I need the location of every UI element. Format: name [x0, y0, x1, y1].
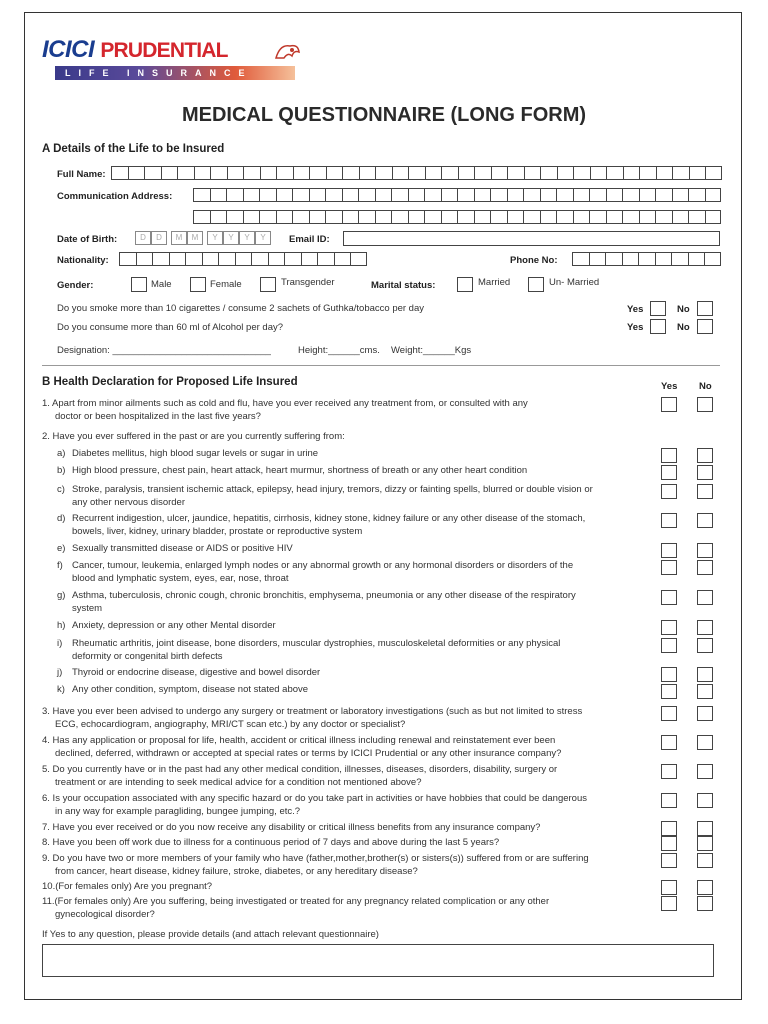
question-2-sub-text: blood and lymphatic system, eyes, ear, nose, throat — [72, 572, 289, 584]
alcohol-no-label: No — [677, 322, 690, 333]
question-2-sub-text: Cancer, tumour, leukemia, enlarged lymph nodes or any abnormal growth or any hormonal disorders or disorders of the — [72, 560, 574, 571]
full-name-field[interactable] — [111, 166, 722, 180]
question-2-sub-text: Recurrent indigestion, ulcer, jaundice, hepatitis, cirrhosis, kidney stone, kidney failure or any other disease of the stomach, — [72, 513, 586, 524]
char-cell[interactable] — [424, 210, 441, 224]
question-11-text: gynecological disorder? — [55, 908, 155, 920]
char-cell[interactable] — [111, 166, 128, 180]
char-cell[interactable] — [293, 166, 310, 180]
dob-cell[interactable]: Y — [207, 231, 223, 245]
question-2-sub-text: Stroke, paralysis, transient ischemic attack, epilepsy, head injury, tremors, dizzy or fainting spells, blurred or double vision or — [72, 484, 593, 495]
dob-field[interactable] — [135, 231, 271, 245]
logo-tagline: LIFE INSURANCE — [55, 66, 295, 80]
char-cell[interactable] — [688, 188, 705, 202]
question-2-sub-text: system — [72, 602, 103, 614]
dob-label: Date of Birth: — [57, 234, 118, 245]
question-2-sub-text: Anxiety, depression or any other Mental disorder — [72, 620, 276, 631]
company-logo — [42, 36, 228, 64]
question-2-g-no-checkbox[interactable] — [697, 590, 713, 605]
unmarried-checkbox[interactable] — [528, 277, 544, 292]
char-cell[interactable] — [144, 166, 161, 180]
char-cell[interactable] — [689, 166, 706, 180]
char-cell[interactable] — [523, 188, 540, 202]
char-cell[interactable] — [556, 210, 573, 224]
question-2-c-no-checkbox[interactable] — [697, 484, 713, 499]
email-label: Email ID: — [289, 234, 330, 245]
question-2-sub-text: Sexually transmitted disease or AIDS or positive HIV — [72, 543, 293, 554]
gender-female-label: Female — [210, 279, 242, 290]
char-cell[interactable] — [490, 188, 507, 202]
dob-cell[interactable]: M — [187, 231, 203, 245]
char-cell[interactable] — [605, 252, 622, 266]
no-column-header: No — [699, 381, 712, 392]
dob-cell[interactable]: D — [151, 231, 167, 245]
char-cell[interactable] — [573, 188, 590, 202]
question-10-text: 10.(For females only) Are you pregnant? — [42, 881, 213, 892]
phone-label: Phone No: — [510, 255, 558, 266]
char-cell[interactable] — [408, 188, 425, 202]
char-cell[interactable] — [193, 188, 210, 202]
char-cell[interactable] — [210, 188, 227, 202]
char-cell[interactable] — [161, 166, 178, 180]
char-cell[interactable] — [350, 252, 367, 266]
char-cell[interactable] — [672, 210, 689, 224]
question-9-text: 9. Do you have two or more members of your family who have (father,mother,brother(s) or sisters(s)) suffered from or are suffering — [42, 853, 589, 864]
char-cell[interactable] — [391, 188, 408, 202]
char-cell[interactable] — [359, 166, 376, 180]
char-cell[interactable] — [259, 210, 276, 224]
char-cell[interactable] — [606, 188, 623, 202]
char-cell[interactable] — [490, 210, 507, 224]
height-field[interactable]: Height:______cms. — [298, 345, 380, 356]
char-cell[interactable] — [226, 210, 243, 224]
nationality-label: Nationality: — [57, 255, 109, 266]
char-cell[interactable] — [457, 210, 474, 224]
char-cell[interactable] — [392, 166, 409, 180]
question-2-d-no-checkbox[interactable] — [697, 513, 713, 528]
question-6-yes-checkbox[interactable] — [661, 793, 677, 808]
char-cell[interactable] — [284, 252, 301, 266]
question-3-text: 3. Have you ever been advised to undergo any surgery or treatment or laboratory investigations (such as but not limited to stress — [42, 706, 583, 717]
char-cell[interactable] — [524, 166, 541, 180]
char-cell[interactable] — [292, 210, 309, 224]
char-cell[interactable] — [243, 166, 260, 180]
char-cell[interactable] — [210, 210, 227, 224]
question-2-d-yes-checkbox[interactable] — [661, 513, 677, 528]
question-5-yes-checkbox[interactable] — [661, 764, 677, 779]
smoke-question: Do you smoke more than 10 cigarettes / consume 2 sachets of Guthka/tobacco per day — [57, 303, 425, 314]
weight-field[interactable]: Weight:______Kgs — [391, 345, 472, 356]
question-2-sub-key: g) — [57, 590, 66, 601]
char-cell[interactable] — [276, 210, 293, 224]
char-cell[interactable] — [309, 210, 326, 224]
question-5-text: 5. Do you currently have or in the past had any other medical condition, illnesses, diseases, disorders, disability, surgery or — [42, 764, 558, 775]
phone-field[interactable] — [572, 252, 721, 266]
alcohol-yes-checkbox[interactable] — [650, 319, 666, 334]
page-title: MEDICAL QUESTIONNAIRE (LONG FORM) — [181, 104, 587, 126]
question-3-no-checkbox[interactable] — [697, 706, 713, 721]
question-2-i-yes-checkbox[interactable] — [661, 638, 677, 653]
smoke-yes-checkbox[interactable] — [650, 301, 666, 316]
question-2-f-no-checkbox[interactable] — [697, 560, 713, 575]
logo-prudential: PRUDENTIAL — [100, 39, 228, 62]
char-cell[interactable] — [639, 210, 656, 224]
char-cell[interactable] — [474, 210, 491, 224]
designation-field[interactable]: Designation: ______________________________ — [57, 345, 271, 356]
char-cell[interactable] — [325, 188, 342, 202]
question-6-no-checkbox[interactable] — [697, 793, 713, 808]
section-b-heading: B Health Declaration for Proposed Life Insured — [42, 376, 298, 388]
char-cell[interactable] — [507, 166, 524, 180]
question-11-no-checkbox[interactable] — [697, 896, 713, 911]
dob-cell[interactable]: Y — [239, 231, 255, 245]
question-7-text: 7. Have you ever received or do you now receive any disability or critical illness benefits from any insurance company? — [42, 822, 541, 833]
char-cell[interactable] — [441, 188, 458, 202]
char-cell[interactable] — [177, 166, 194, 180]
char-cell[interactable] — [202, 252, 219, 266]
question-11-text: 11.(For females only) Are you suffering, being investigated or treated for any pregnancy related complication or any other — [42, 896, 550, 907]
char-cell[interactable] — [218, 252, 235, 266]
question-8-text: 8. Have you been off work due to illness for a continuous period of 7 days and above during the last 5 years? — [42, 837, 500, 848]
question-8-no-checkbox[interactable] — [697, 836, 713, 851]
char-cell[interactable] — [375, 210, 392, 224]
question-5-text: treatment or are intending to seek medical advice for a condition not mentioned above? — [55, 776, 422, 788]
char-cell[interactable] — [136, 252, 153, 266]
question-2-sub-key: h) — [57, 620, 66, 631]
address-field-line-1[interactable] — [193, 188, 721, 202]
char-cell[interactable] — [227, 166, 244, 180]
gender-label: Gender: — [57, 280, 94, 291]
char-cell[interactable] — [441, 210, 458, 224]
section-a-heading: A Details of the Life to be Insured — [42, 143, 225, 155]
question-2-a-yes-checkbox[interactable] — [661, 448, 677, 463]
char-cell[interactable] — [656, 166, 673, 180]
question-2-c-yes-checkbox[interactable] — [661, 484, 677, 499]
full-name-label: Full Name: — [57, 169, 106, 180]
char-cell[interactable] — [573, 166, 590, 180]
char-cell[interactable] — [705, 210, 722, 224]
dob-cell[interactable]: D — [135, 231, 151, 245]
char-cell[interactable] — [589, 188, 606, 202]
question-10-yes-checkbox[interactable] — [661, 880, 677, 895]
char-cell[interactable] — [128, 166, 145, 180]
char-cell[interactable] — [391, 210, 408, 224]
question-7-yes-checkbox[interactable] — [661, 821, 677, 836]
char-cell[interactable] — [622, 210, 639, 224]
char-cell[interactable] — [119, 252, 136, 266]
char-cell[interactable] — [292, 188, 309, 202]
char-cell[interactable] — [671, 252, 688, 266]
question-2-sub-text: High blood pressure, chest pain, heart attack, heart murmur, shortness of breath or any other heart condition — [72, 465, 528, 476]
char-cell[interactable] — [358, 188, 375, 202]
char-cell[interactable] — [226, 188, 243, 202]
char-cell[interactable] — [589, 210, 606, 224]
question-2-sub-key: a) — [57, 448, 66, 459]
char-cell[interactable] — [474, 188, 491, 202]
question-4-yes-checkbox[interactable] — [661, 735, 677, 750]
char-cell[interactable] — [606, 166, 623, 180]
question-2-j-yes-checkbox[interactable] — [661, 667, 677, 682]
char-cell[interactable] — [243, 210, 260, 224]
alcohol-question: Do you consume more than 60 ml of Alcohol per day? — [57, 322, 284, 333]
char-cell[interactable] — [540, 210, 557, 224]
unmarried-label: Un- Married — [549, 277, 600, 288]
char-cell[interactable] — [169, 252, 186, 266]
char-cell[interactable] — [268, 252, 285, 266]
char-cell[interactable] — [655, 252, 672, 266]
char-cell[interactable] — [193, 210, 210, 224]
char-cell[interactable] — [326, 166, 343, 180]
question-1-text: doctor or been hospitalized in the last five years? — [55, 411, 261, 422]
char-cell[interactable] — [589, 252, 606, 266]
marital-label: Marital status: — [371, 280, 436, 291]
nationality-field[interactable] — [119, 252, 367, 266]
char-cell[interactable] — [152, 252, 169, 266]
question-2-e-yes-checkbox[interactable] — [661, 543, 677, 558]
question-1-no-checkbox[interactable] — [697, 397, 713, 412]
char-cell[interactable] — [557, 166, 574, 180]
lion-logo-icon — [272, 38, 302, 64]
dob-cell[interactable]: Y — [255, 231, 271, 245]
char-cell[interactable] — [655, 210, 672, 224]
email-field[interactable] — [343, 231, 720, 246]
question-2-k-yes-checkbox[interactable] — [661, 684, 677, 699]
char-cell[interactable] — [639, 188, 656, 202]
char-cell[interactable] — [556, 188, 573, 202]
question-5-no-checkbox[interactable] — [697, 764, 713, 779]
char-cell[interactable] — [688, 252, 705, 266]
char-cell[interactable] — [622, 252, 639, 266]
char-cell[interactable] — [672, 166, 689, 180]
char-cell[interactable] — [688, 210, 705, 224]
alcohol-no-checkbox[interactable] — [697, 319, 713, 334]
question-10-no-checkbox[interactable] — [697, 880, 713, 895]
yes-column-header: Yes — [661, 381, 678, 392]
char-cell[interactable] — [573, 210, 590, 224]
char-cell[interactable] — [185, 252, 202, 266]
question-2-sub-text: Diabetes mellitus, high blood sugar levels or sugar in urine — [72, 448, 319, 459]
question-1-yes-checkbox[interactable] — [661, 397, 677, 412]
question-2-j-no-checkbox[interactable] — [697, 667, 713, 682]
question-2-sub-text: Rheumatic arthritis, joint disease, bone disorders, muscular dystrophies, musculoskeletal deformities or any physical — [72, 638, 561, 649]
char-cell[interactable] — [408, 210, 425, 224]
char-cell[interactable] — [441, 166, 458, 180]
question-11-yes-checkbox[interactable] — [661, 896, 677, 911]
char-cell[interactable] — [260, 166, 277, 180]
char-cell[interactable] — [622, 188, 639, 202]
question-2-sub-key: b) — [57, 465, 66, 476]
char-cell[interactable] — [194, 166, 211, 180]
char-cell[interactable] — [655, 188, 672, 202]
question-2-i-no-checkbox[interactable] — [697, 638, 713, 653]
char-cell[interactable] — [425, 166, 442, 180]
dob-cell[interactable]: Y — [223, 231, 239, 245]
address-field-line-2[interactable] — [193, 210, 721, 224]
question-3-text: ECG, echocardiogram, angiography, MRI/CT scan etc.) by any doctor or specialist? — [55, 718, 406, 730]
question-2-f-yes-checkbox[interactable] — [661, 560, 677, 575]
char-cell[interactable] — [375, 188, 392, 202]
char-cell[interactable] — [457, 188, 474, 202]
question-9-text: from cancer, heart disease, kidney failure, stroke, diabetes, or any hereditary disease? — [55, 865, 418, 877]
question-2-e-no-checkbox[interactable] — [697, 543, 713, 558]
char-cell[interactable] — [309, 188, 326, 202]
question-2-sub-text: any other nervous disorder — [72, 496, 186, 508]
address-label: Communication Address: — [57, 191, 173, 202]
question-2-text: 2. Have you ever suffered in the past or are you currently suffering from: — [42, 431, 345, 442]
gender-male-label: Male — [151, 279, 172, 290]
question-1-text: 1. Apart from minor ailments such as cold and flu, have you ever received any treatment from, or consulted with any — [42, 398, 528, 409]
question-7-no-checkbox[interactable] — [697, 821, 713, 836]
question-9-yes-checkbox[interactable] — [661, 853, 677, 868]
char-cell[interactable] — [623, 166, 640, 180]
section-divider — [42, 365, 720, 366]
char-cell[interactable] — [507, 210, 524, 224]
question-6-text: in any way for example paragliding, bungee jumping, etc.? — [55, 805, 301, 817]
char-cell[interactable] — [342, 166, 359, 180]
char-cell[interactable] — [375, 166, 392, 180]
char-cell[interactable] — [424, 188, 441, 202]
married-label: Married — [478, 277, 511, 288]
question-2-sub-key: k) — [57, 684, 65, 695]
char-cell[interactable] — [276, 188, 293, 202]
dob-cell[interactable]: M — [171, 231, 187, 245]
gender-female-checkbox[interactable] — [190, 277, 206, 292]
smoke-yes-label: Yes — [627, 304, 644, 315]
char-cell[interactable] — [235, 252, 252, 266]
char-cell[interactable] — [705, 166, 722, 180]
char-cell[interactable] — [408, 166, 425, 180]
question-2-sub-key: d) — [57, 513, 66, 524]
question-2-sub-text: Thyroid or endocrine disease, digestive and bowel disorder — [72, 667, 321, 678]
char-cell[interactable] — [638, 252, 655, 266]
question-2-sub-text: bowels, liver, kidney, urinary bladder, prostate or reproductive system — [72, 525, 363, 537]
char-cell[interactable] — [491, 166, 508, 180]
char-cell[interactable] — [251, 252, 268, 266]
char-cell[interactable] — [276, 166, 293, 180]
question-2-sub-text: deformity or congenital birth defects — [72, 650, 223, 662]
alcohol-yes-label: Yes — [627, 322, 644, 333]
logo-icici: ICICI — [42, 36, 95, 63]
char-cell[interactable] — [243, 188, 260, 202]
char-cell[interactable] — [590, 166, 607, 180]
question-2-sub-text: Asthma, tuberculosis, chronic cough, chronic bronchitis, emphysema, pneumonia or any other disease of the respiratory — [72, 590, 576, 601]
details-instruction: If Yes to any question, please provide details (and attach relevant questionnaire) — [42, 929, 379, 940]
smoke-no-label: No — [677, 304, 690, 315]
char-cell[interactable] — [342, 188, 359, 202]
char-cell[interactable] — [210, 166, 227, 180]
gender-transgender-checkbox[interactable] — [260, 277, 276, 292]
question-2-h-no-checkbox[interactable] — [697, 620, 713, 635]
char-cell[interactable] — [474, 166, 491, 180]
char-cell[interactable] — [342, 210, 359, 224]
char-cell[interactable] — [325, 210, 342, 224]
question-2-sub-key: e) — [57, 543, 66, 554]
char-cell[interactable] — [458, 166, 475, 180]
question-2-b-yes-checkbox[interactable] — [661, 465, 677, 480]
married-checkbox[interactable] — [457, 277, 473, 292]
question-2-k-no-checkbox[interactable] — [697, 684, 713, 699]
question-3-yes-checkbox[interactable] — [661, 706, 677, 721]
char-cell[interactable] — [358, 210, 375, 224]
char-cell[interactable] — [317, 252, 334, 266]
question-6-text: 6. Is your occupation associated with any specific hazard or do you take part in activities or have hobbies that could be dangerous — [42, 793, 587, 804]
char-cell[interactable] — [540, 166, 557, 180]
question-4-text: declined, deferred, withdrawn or accepted at special rates or terms by ICICI Prudential or any other insurance company? — [55, 747, 562, 759]
question-2-sub-key: f) — [57, 560, 63, 571]
char-cell[interactable] — [507, 188, 524, 202]
question-8-yes-checkbox[interactable] — [661, 836, 677, 851]
question-2-b-no-checkbox[interactable] — [697, 465, 713, 480]
question-4-text: 4. Has any application or proposal for life, health, accident or critical illness including renewal and reinstatement ever been — [42, 735, 556, 746]
char-cell[interactable] — [309, 166, 326, 180]
char-cell[interactable] — [334, 252, 351, 266]
question-2-sub-text: Any other condition, symptom, disease not stated above — [72, 684, 309, 695]
question-2-sub-key: j) — [57, 667, 63, 678]
gender-transgender-label: Transgender — [281, 277, 335, 288]
smoke-no-checkbox[interactable] — [697, 301, 713, 316]
question-9-no-checkbox[interactable] — [697, 853, 713, 868]
char-cell[interactable] — [705, 188, 722, 202]
details-field[interactable] — [42, 944, 714, 977]
char-cell[interactable] — [704, 252, 721, 266]
char-cell[interactable] — [606, 210, 623, 224]
question-2-h-yes-checkbox[interactable] — [661, 620, 677, 635]
gender-male-checkbox[interactable] — [131, 277, 147, 292]
question-2-sub-key: i) — [57, 638, 63, 649]
question-2-sub-key: c) — [57, 484, 65, 495]
char-cell[interactable] — [672, 188, 689, 202]
question-2-a-no-checkbox[interactable] — [697, 448, 713, 463]
char-cell[interactable] — [639, 166, 656, 180]
question-2-g-yes-checkbox[interactable] — [661, 590, 677, 605]
char-cell[interactable] — [301, 252, 318, 266]
char-cell[interactable] — [523, 210, 540, 224]
question-4-no-checkbox[interactable] — [697, 735, 713, 750]
char-cell[interactable] — [259, 188, 276, 202]
char-cell[interactable] — [572, 252, 589, 266]
char-cell[interactable] — [540, 188, 557, 202]
